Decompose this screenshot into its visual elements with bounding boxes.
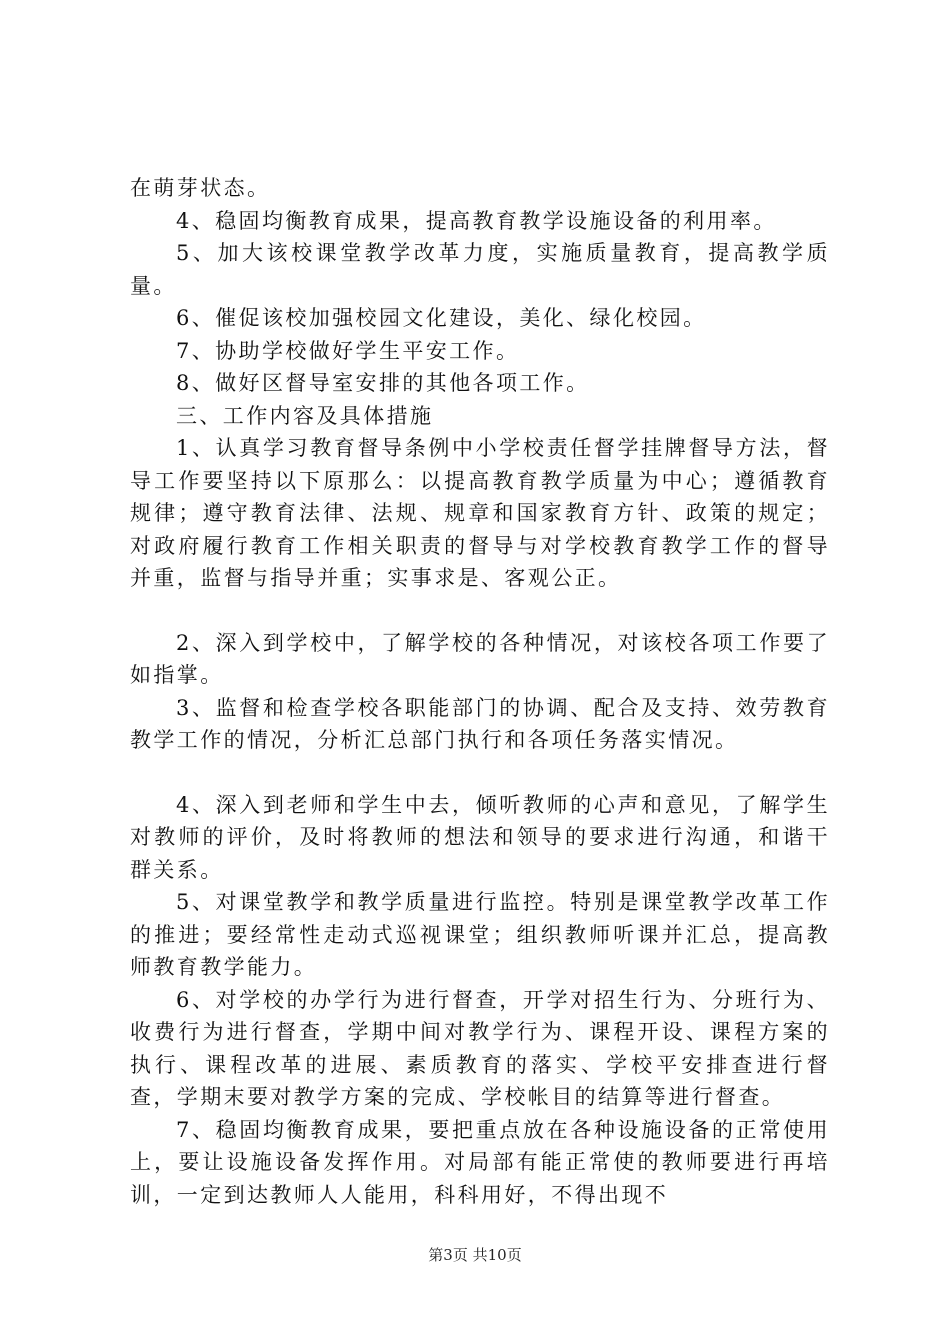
body-text — [130, 172, 830, 1211]
measure-4: 4、深入到老师和学生中去，倾听教师的心声和意见，了解学生对教师的评价，及时将教师的想法和领导的要求进行沟通，和谐干群关系。 — [130, 792, 830, 882]
paragraph-item-8: 8、做好区督导室安排的其他各项工作。 — [176, 371, 590, 395]
section-heading: 三、工作内容及具体措施 — [176, 403, 434, 428]
measure-7: 7、稳固均衡教育成果，要把重点放在各种设施设备的正常使用上，要让设施设备发挥作用。对局部有能正常使的教师要进行再培训，一定到达教师人人能用，科科用好，不得出现不 — [130, 1117, 830, 1207]
paragraph-item-7: 7、协助学校做好学生平安工作。 — [176, 338, 520, 363]
measure-6: 6、对学校的办学行为进行督查，开学对招生行为、分班行为、收费行为进行督查，学期中间对教学行为、课程开设、课程方案的执行、课程改革的进展、素质教育的落实、学校平安排查进行督查，学期末要对教学方案的完成、学校帐目的结算等进行督查。 — [130, 987, 830, 1109]
paragraph-item-6: 6、催促该校加强校园文化建设，美化、绿化校园。 — [176, 306, 707, 330]
measure-1: 1、认真学习教育督导条例中小学校责任督学挂牌督导方法，督导工作要坚持以下原那么：以提高教育教学质量为中心；遵循教育规律；遵守教育法律、法规、规章和国家教育方针、政策的规定；对政府履行教育工作相关职责的督导与对学校教育教学工作的督导并重，监督与指导并重；实事求是、客观公正。 — [130, 436, 830, 590]
paragraph-item-4: 4、稳固均衡教育成果，提高教育教学设施设备的利用率。 — [176, 208, 777, 233]
measure-3: 3、监督和检查学校各职能部门的协调、配合及支持、效劳教育教学工作的情况，分析汇总部门执行和各项任务落实情况。 — [130, 695, 830, 752]
paragraph-continuation: 在萌芽状态。 — [130, 176, 271, 200]
measure-2: 2、深入到学校中，了解学校的各种情况，对该校各项工作要了如指掌。 — [130, 630, 830, 687]
measure-5: 5、对课堂教学和教学质量进行监控。特别是课堂教学改革工作的推进；要经常性走动式巡视课堂；组织教师听课并汇总，提高教师教育教学能力。 — [130, 890, 830, 979]
page-number-footer: 第3页 共10页 — [428, 1246, 522, 1264]
paragraph-item-5: 5、加大该校课堂教学改革力度，实施质量教育，提高教学质量。 — [130, 241, 830, 298]
